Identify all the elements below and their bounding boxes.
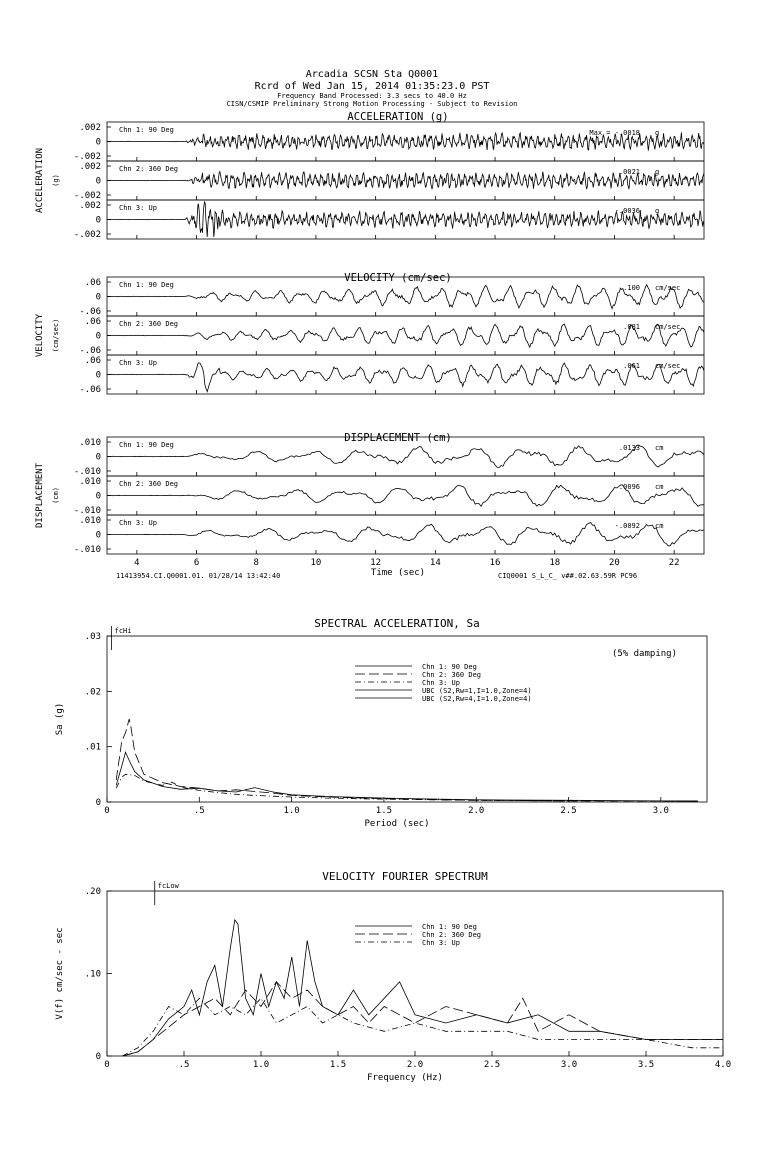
chart-title: VELOCITY FOURIER SPECTRUM [322, 870, 488, 883]
channel-2 [79, 355, 704, 395]
channel-0 [74, 122, 704, 162]
series-line-2 [116, 774, 698, 801]
xtick-label: 2.5 [560, 806, 577, 816]
legend-label: UBC (S2,Rw=1,I=1.0,Zone=4) [422, 687, 532, 695]
ytick-label: -.002 [73, 230, 101, 240]
header-record: Rcrd of Wed Jan 15, 2014 01:35:23.0 PST [254, 81, 490, 92]
channel-trace [107, 285, 704, 309]
channel-peak: .100 [623, 284, 640, 292]
channel-trace [107, 363, 704, 392]
footer-right: CIQ0001 S_L_C_ v##.02.63.59R PC96 [498, 572, 638, 580]
panel-yunit: (cm/sec) [52, 318, 60, 353]
ytick-label: .002 [79, 123, 101, 133]
ytick-label: 0 [95, 292, 101, 303]
x-axis-label: Period (sec) [364, 819, 430, 829]
channel-peak: .061 [623, 362, 640, 370]
legend-label: Chn 2: 360 Deg [422, 931, 482, 939]
legend-label: UBC (S2,Rw=4,I=1.0,Zone=4) [422, 695, 532, 703]
channel-trace [107, 445, 704, 468]
xtick-label: 2.5 [483, 1060, 501, 1070]
ytick-label: 0 [95, 176, 101, 187]
panel-title: VELOCITY (cm/sec) [344, 272, 452, 284]
ytick-label: .01 [84, 742, 101, 753]
channel-peak: .081 [623, 323, 640, 331]
channel-unit: cm/sec [655, 284, 681, 292]
channel-name: Chn 3: Up [119, 359, 157, 367]
time-tick-label: 12 [370, 558, 382, 568]
ytick-label: .002 [79, 162, 101, 172]
xtick-label: 2.0 [406, 1060, 424, 1070]
chart-title: SPECTRAL ACCELERATION, Sa [314, 617, 480, 630]
xtick-label: 0 [104, 806, 110, 816]
channel-2 [74, 200, 704, 240]
panel-title: ACCELERATION (g) [347, 111, 449, 123]
ytick-label: .06 [84, 278, 101, 288]
ytick-label: .06 [84, 356, 101, 366]
time-tick-label: 18 [549, 558, 561, 568]
ytick-label: -.010 [73, 545, 101, 555]
ytick-label: .010 [79, 438, 101, 448]
ytick-label: .02 [84, 687, 101, 698]
time-tick-label: 14 [429, 558, 441, 568]
panel-2 [35, 432, 704, 555]
xtick-label: 1.5 [329, 1060, 347, 1070]
channel-1 [79, 316, 704, 356]
corner-freq-label: fcHi [114, 627, 132, 635]
header-station: Arcadia SCSN Sta Q0001 [305, 69, 439, 80]
ytick-label: .010 [79, 516, 101, 526]
series-line-1 [122, 982, 723, 1056]
ytick-label: -.06 [79, 307, 101, 317]
channel-peak: .0021 [618, 168, 640, 176]
channel-name: Chn 2: 360 Deg [119, 320, 179, 328]
time-tick-label: 22 [668, 558, 680, 568]
channel-unit: g [655, 168, 660, 176]
xtick-label: .5 [178, 1060, 190, 1070]
ytick-label: .10 [84, 969, 101, 980]
channel-frame [107, 515, 704, 554]
xtick-label: .5 [193, 806, 205, 816]
xtick-label: 3.0 [560, 1060, 578, 1070]
ytick-label: 0 [95, 491, 101, 502]
xtick-label: 2.0 [468, 806, 485, 816]
channel-name: Chn 1: 90 Deg [119, 441, 174, 449]
x-axis-label: Frequency (Hz) [367, 1073, 443, 1083]
panel-title: DISPLACEMENT (cm) [344, 432, 452, 444]
ytick-label: 0 [95, 530, 101, 541]
channel-trace [107, 485, 704, 507]
legend-label: Chn 3: Up [422, 939, 460, 947]
channel-frame [107, 122, 704, 161]
ytick-label: 0 [95, 370, 101, 381]
channel-name: Chn 1: 90 Deg [119, 281, 174, 289]
channel-unit: cm [655, 444, 664, 452]
channel-peak: -.0036 [614, 207, 640, 215]
channel-peak: Max = -.0018 [589, 129, 640, 137]
channel-1 [74, 476, 704, 516]
ytick-label: 0 [95, 452, 101, 463]
xtick-label: 3.5 [637, 1060, 655, 1070]
time-axis [134, 558, 679, 568]
channel-name: Chn 3: Up [119, 204, 157, 212]
xtick-label: 4.0 [714, 1060, 732, 1070]
time-series-panels [35, 111, 704, 555]
channel-unit: cm [655, 483, 664, 491]
ytick-label: .002 [79, 201, 101, 211]
channel-frame [107, 355, 704, 394]
panel-yunit: (g) [52, 174, 60, 187]
series-line-1 [116, 719, 698, 801]
plot-frame [107, 636, 707, 802]
ytick-label: 0 [95, 331, 101, 342]
legend-label: Chn 3: Up [422, 679, 460, 687]
fourier-spectrum-chart [55, 870, 731, 1083]
ytick-label: -.06 [79, 346, 101, 356]
ytick-label: -.002 [73, 152, 101, 162]
panel-ylabel: VELOCITY [35, 313, 45, 358]
channel-peak: .0133 [618, 444, 640, 452]
channel-1 [74, 161, 704, 201]
channel-peak: -.0092 [614, 522, 640, 530]
channel-name: Chn 2: 360 Deg [119, 480, 179, 488]
time-axis-label: Time (sec) [370, 568, 426, 578]
ytick-label: .20 [84, 887, 101, 897]
y-axis-label: V(f) cm/sec - sec [55, 927, 65, 1020]
ytick-label: 0 [95, 137, 101, 148]
ytick-label: -.010 [73, 467, 101, 477]
channel-trace [107, 324, 704, 347]
plot-frame [107, 891, 723, 1056]
channel-frame [107, 316, 704, 355]
spectral-acceleration-chart [55, 617, 707, 829]
channel-unit: cm/sec [655, 362, 681, 370]
ytick-label: -.06 [79, 385, 101, 395]
header-band: Frequency Band Processed: 3.3 secs to 40.0 Hz [277, 92, 467, 100]
channel-trace [107, 172, 704, 190]
panel-yunit: (cm) [52, 487, 60, 504]
xtick-label: 1.5 [375, 806, 393, 816]
header-disclaimer: CISN/CSMIP Preliminary Strong Motion Processing - Subject to Revision [226, 100, 518, 108]
xtick-label: 0 [104, 1060, 110, 1070]
damping-note: (5% damping) [611, 649, 677, 659]
panel-0 [35, 111, 704, 240]
channel-unit: g [655, 129, 660, 137]
time-tick-label: 6 [193, 558, 200, 568]
time-tick-label: 16 [489, 558, 501, 568]
series-line-2 [122, 998, 723, 1056]
ytick-label: .03 [84, 632, 101, 642]
ytick-label: 0 [95, 798, 101, 808]
legend-label: Chn 1: 90 Deg [422, 923, 477, 931]
ytick-label: 0 [95, 215, 101, 226]
channel-unit: cm [655, 522, 664, 530]
legend-label: Chn 1: 90 Deg [422, 663, 477, 671]
time-tick-label: 4 [134, 558, 140, 568]
ytick-label: -.002 [73, 191, 101, 201]
channel-unit: cm/sec [655, 323, 681, 331]
channel-2 [74, 515, 704, 555]
ytick-label: 0 [95, 1052, 101, 1062]
xtick-label: 1.0 [252, 1060, 270, 1070]
xtick-label: 1.0 [283, 806, 300, 816]
y-axis-label: Sa (g) [55, 702, 65, 736]
time-tick-label: 20 [609, 558, 620, 568]
ytick-label: .010 [79, 477, 101, 487]
time-tick-label: 10 [310, 558, 322, 568]
series-line-0 [116, 752, 698, 801]
panel-1 [35, 272, 704, 395]
channel-name: Chn 3: Up [119, 519, 157, 527]
time-tick-label: 8 [253, 558, 259, 568]
xtick-label: 3.0 [652, 806, 669, 816]
channel-peak: .0096 [618, 483, 640, 491]
footer-left: 11413954.CI.Q0001.01. 01/28/14 13:42:40 [116, 572, 281, 580]
corner-freq-label: fcLow [157, 882, 179, 890]
legend-label: Chn 2: 360 Deg [422, 671, 482, 679]
panel-ylabel: DISPLACEMENT [35, 462, 45, 529]
channel-unit: g [655, 207, 660, 215]
ytick-label: .06 [84, 317, 101, 327]
channel-name: Chn 2: 360 Deg [119, 165, 179, 173]
panel-ylabel: ACCELERATION [35, 147, 45, 214]
channel-name: Chn 1: 90 Deg [119, 126, 174, 134]
ytick-label: -.010 [73, 506, 101, 516]
